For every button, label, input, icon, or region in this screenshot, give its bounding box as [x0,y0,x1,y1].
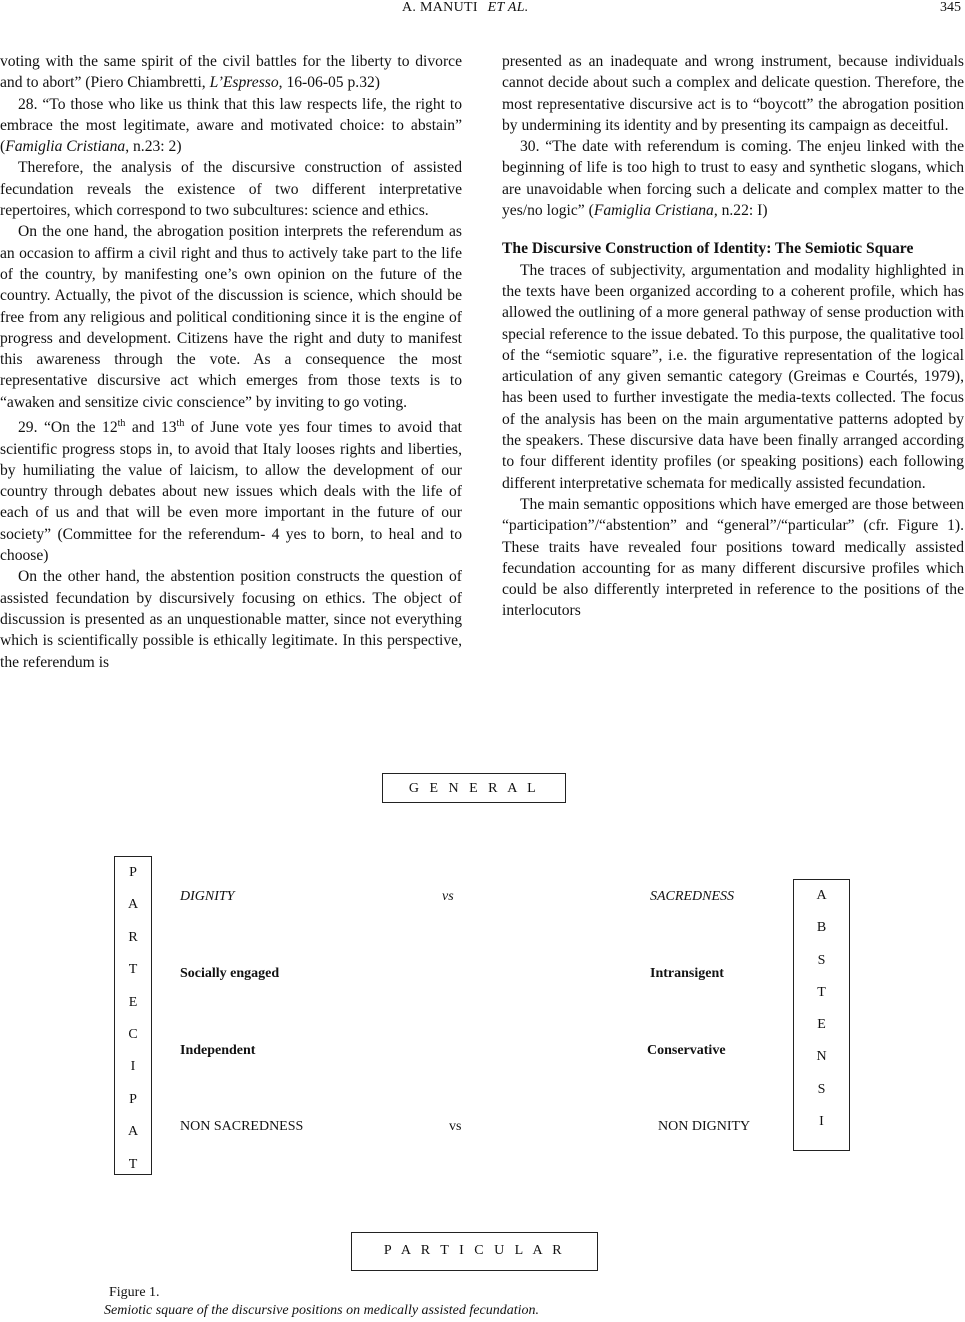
vertical-letter: A [816,888,827,903]
vertical-letter: T [128,962,138,978]
vertical-letter: A [127,1124,139,1140]
socially-engaged-label: Socially engaged [180,966,280,981]
general-box [382,773,566,803]
vertical-letter: S [817,952,826,968]
source-title: Famiglia Cristiana [593,202,714,220]
paragraph: On the one hand, the abrogation position interprets the referendum as an occasion to affirm a civil right and thus to actively take part to the life of the country, by manifesting one’s own opinion on the future of the country. Actually, the pivot of the discussion is science, which should be free from any religious and political conditioning since it is the engine of progress and development. Citizens have the right and duty to manifest this awareness through the vote. As a consequence the most representative discursive act which emerges from those texts is to “awaken and sensitize civic conscience” by inviting to go voting. [0,223,462,411]
vertical-letter: T [817,984,826,1000]
running-header [0,0,965,22]
vertical-letter: E [817,1017,826,1033]
participation-letters [115,857,151,1189]
paragraph: On the other hand, the abstention position constructs the question of assisted fecundation by discursively focusing on ethics. The object of discussion is presented as an unquestionable matter, since not everything which is scientifically possible is ethically legitimate. In this perspective, the referendum is [0,568,462,671]
paragraph-text: of June vote yes four times to avoid that scientific progress stops in, to avoid that Italy looses rights and liberties, by humiliating the value of laicism, to allow the development of our country through debates about new issues which deals with the life of each of us and that will be even more important in the future of our society” (Committee for the referendum- 4 yes to born, to heal and to choose) [0,419,463,565]
paragraph: The main semantic oppositions which have emerged are those between “participation”/“abstention” and “general”/“particular” (cfr. Figure 1). These traits have revealed four positions toward medically assisted fecundation accounting for as many different discursive profiles which could be also differently interpreted in reference to the positions of the interlocutors [502,495,964,620]
sacredness-label: SACREDNESS [650,889,734,904]
running-etal: ET AL. [487,0,529,15]
section-heading: The Discursive Construction of Identity: The Semiotic Square [502,240,914,258]
paragraph: The traces of subjectivity, argumentation and modality highlighted in the texts have been organized according to a coherent profile, which has allowed the outlining of a more general pathway of sense production with special reference to the issue debated. To this purpose, the qualitative tool of the “semiotic square”, i.e. the figurative representation of the logical articulation of any given semantic category (Greimas e Courtés, 1979), has been used to further investigate the media-texts collected. The focus of the analysis has been on the main argumentative patterns adopted by the speakers. These discursive data have been finally arranged according to four different identity profiles (or speaking positions) each following different interpretative schemata for medically assisted fecundation. [502,261,964,492]
vertical-letter: P [129,1091,137,1107]
paragraph-text: voting with the same spirit of the civil battles for the liberty to divorce and to abort” (Piero Chiambretti, [0,53,462,92]
source-title: Famiglia Cristiana [5,138,126,156]
vertical-letter: R [128,929,138,945]
paragraph-text: , n.23: 2) [125,138,182,156]
source-title: L’Espresso [209,74,279,92]
left-column [0,51,462,673]
non-dignity-label: NON DIGNITY [658,1119,751,1134]
vertical-letter: E [128,994,138,1010]
paragraph-text: , n.22: I) [713,202,768,220]
quote-paragraph [0,413,462,566]
vertical-letter: T [128,1156,138,1172]
vs-label: vs [449,1119,462,1134]
vertical-letter: P [129,865,137,880]
dignity-label: DIGNITY [180,889,235,904]
vertical-letter: A [127,897,139,913]
page-number: 345 [940,0,961,15]
figure-caption-label: Figure 1. [109,1285,160,1300]
independent-label: Independent [180,1043,256,1058]
paragraph: Therefore, the analysis of the discursive construction of assisted fecundation reveals the existence of two different interpretative repertoires, which correspond to two subcultures: science and ethics. [0,159,462,220]
participation-box [114,856,152,1175]
vertical-letter: S [817,1081,826,1097]
right-column [502,51,964,622]
paragraph: presented as an inadequate and wrong instrument, because individuals cannot decide about such a complex and delicate question. Therefore, the most representative discursive act is to “boycott” the abrogation position by undermining its identity and by presenting its campaign as deceitful. [502,53,964,134]
vertical-letter: C [128,1026,138,1042]
paragraph-text: 29. “On the 12 [18,419,118,437]
figure-caption-text: Semiotic square of the discursive positions on medically assisted fecundation. [104,1303,539,1318]
paragraph-text: and 13 [125,419,177,437]
intransigent-label: Intransigent [650,966,724,981]
vs-label: vs [442,889,454,904]
conservative-label: Conservative [647,1043,726,1058]
particular-box [351,1232,598,1271]
quote-paragraph [502,136,964,221]
running-title [402,0,529,16]
vertical-letter: I [819,1114,824,1130]
paragraph-text: 28. “To those who like us think that this law respects life, the right to embrace the most legitimate, aware and motivated choice: to abstain” ( [0,95,462,156]
superscript: th [176,418,185,430]
superscript: th [117,418,126,430]
running-author: A. MANUTI [402,0,478,15]
vertical-letter: I [130,1059,136,1075]
particular-label: P A R T I C U L A R [383,1243,566,1258]
non-sacredness-label: NON SACREDNESS [180,1119,304,1134]
abstention-letters [794,880,849,1146]
quote-paragraph [0,94,462,158]
paragraph-text: 30. “The date with referendum is coming. The enjeu linked with the beginning of life is too high to trust to easy and synthetic slogans, which are unavoidable when forcing such a delicate and complex matter to the yes/no logic” ( [502,138,964,220]
paragraph [0,51,462,94]
vertical-letter: N [816,1049,827,1065]
general-label: G E N E R A L [408,781,540,796]
abstention-box [793,879,850,1151]
vertical-letter: B [816,920,827,936]
paragraph-text: , 16-06-05 p.32) [278,74,380,92]
